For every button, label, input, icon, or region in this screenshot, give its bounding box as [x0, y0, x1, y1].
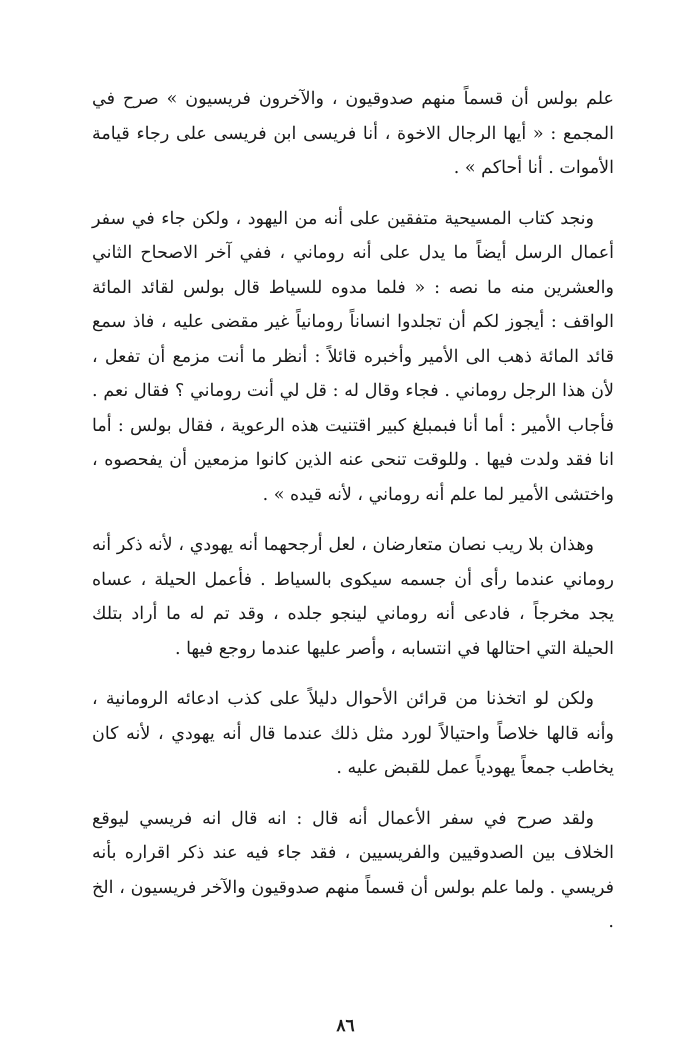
body-text [92, 82, 614, 956]
page-number: ٨٦ [336, 1016, 355, 1036]
paragraph-2: ونجد كتاب المسيحية متفقين على أنه من اليهود ، ولكن جاء في سفر أعمال الرسل أيضاً ما يدل على أنه روماني ، ففي آخر الاصحاح الثاني والعشرين منه ما نصه : « فلما مدوه للسياط قال بولس لقائد المائة الواقف : أيجوز لكم أن تجلدوا انساناً رومانياً غير مقضى عليه ، فاذ سمع قائد المائة ذهب الى الأمير وأخبره قائلاً : أنظر ما أنت مزمع أن تفعل ، لأن هذا الرجل روماني . فجاء وقال له : قل لي أنت روماني ؟ فقال نعم . فأجاب الأمير : أما أنا فبمبلغ كبير اقتنيت هذه الرعوية ، فقال بولس : أما انا فقد ولدت فيها . وللوقت تنحى عنه الذين كانوا مزمعين أن يفحصوه ، واختشى الأمير لما علم أنه روماني ، لأنه قيده » . [92, 208, 614, 505]
paragraph-1: علم بولس أن قسماً منهم صدوقيون ، والآخرون فريسيون » صرح في المجمع : « أيها الرجال الاخوة ، أنا فريسى ابن فريسى على رجاء قيامة الأموات . أنا أحاكم » . [92, 89, 614, 178]
paragraph-3: وهذان بلا ريب نصان متعارضان ، لعل أرجحهما أنه يهودي ، لأنه ذكر أنه روماني عندما رأى أن جسمه سيكوى بالسياط . فأعمل الحيلة ، عساه يجد مخرجاً ، فادعى أنه روماني لينجو جلده ، وقد تم له ما أراد بتلك الحيلة التي احتالها في انتسابه ، وأصر عليها عندما روجع فيها . [92, 535, 614, 659]
paragraph-5: ولقد صرح في سفر الأعمال أنه قال : انه قال انه فريسي ليوقع الخلاف بين الصدوقيين والفريسيين ، فقد جاء فيه عند ذكر اقراره بأنه فريسي . ولما علم بولس أن قسماً منهم صدوقيون والآخر فريسيون ، الخ . [92, 808, 614, 932]
paragraph-4: ولكن لو اتخذنا من قرائن الأحوال دليلاً على كذب ادعائه الرومانية ، وأنه قالها خلاصاً واحتيالاً لورد مثل ذلك عندما قال أنه يهودي ، لأنه كان يخاطب جمعاً يهودياً عمل للقبض عليه . [92, 689, 614, 778]
